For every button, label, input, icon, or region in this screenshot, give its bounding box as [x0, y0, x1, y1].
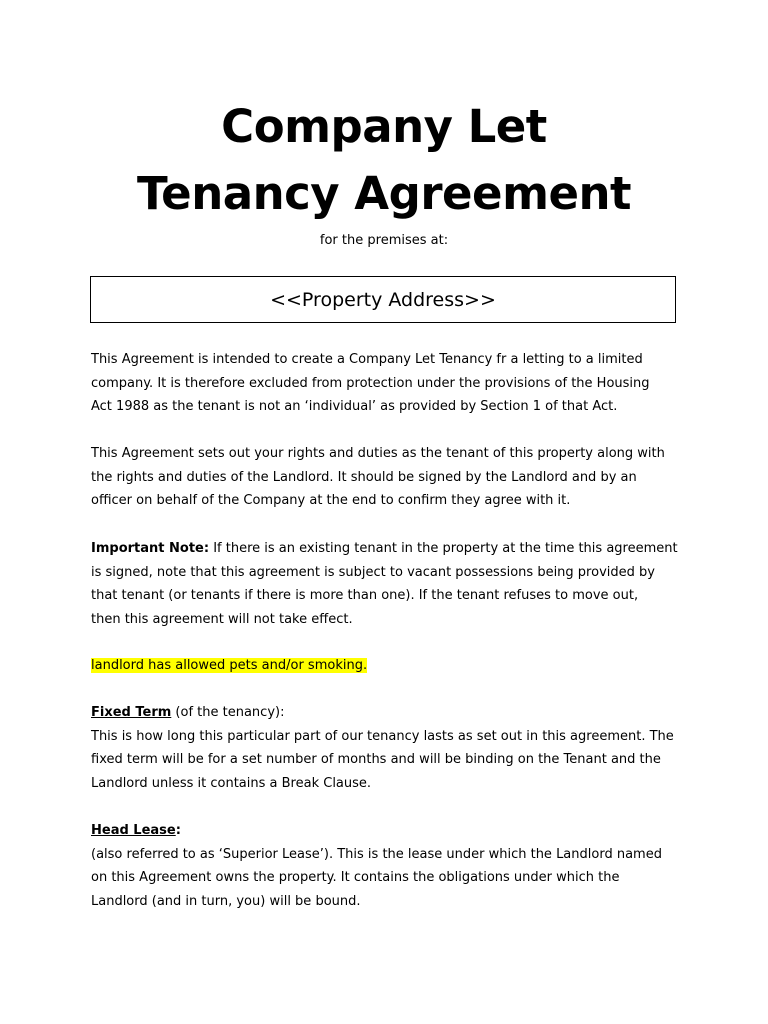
- document-title-line-2: Tenancy Agreement: [136, 167, 632, 220]
- important-note-label: Important Note:: [91, 541, 210, 556]
- document-title-line-1: Company Let: [221, 100, 547, 153]
- fixed-term-heading: Fixed Term: [91, 705, 172, 720]
- head-lease-heading: Head Lease: [91, 823, 176, 838]
- fixed-term-heading-suffix: (of the tenancy):: [171, 705, 285, 720]
- important-note-paragraph: [91, 537, 691, 631]
- head-lease-section: [91, 819, 691, 913]
- head-lease-colon: :: [175, 823, 181, 838]
- highlight-paragraph: [91, 654, 691, 678]
- premises-subtitle: for the premises at:: [319, 233, 449, 248]
- head-lease-text: (also referred to as ‘Superior Lease’). This is the lease under which the Landlord named on this Agreement owns the property. It contains the obligations under which the Landlord (and in turn, you) will be bound.: [91, 846, 662, 909]
- property-address-box: [90, 276, 676, 323]
- intro-paragraph: This Agreement is intended to create a Company Let Tenancy fr a letting to a limited company. It is therefore excluded from protection under the provisions of the Housing Act 1988 as the tenant is not an ‘individual’ as provided by Section 1 of that Act.: [91, 352, 650, 415]
- fixed-term-section: [91, 701, 691, 795]
- property-address-placeholder: <<Property Address>>: [270, 288, 496, 311]
- fixed-term-text: This is how long this particular part of our tenancy lasts as set out in this agreement. The fixed term will be for a set number of months and will be binding on the Tenant and the Landlord unless it contains a Break Clause.: [91, 728, 674, 791]
- pets-smoking-highlight: landlord has allowed pets and/or smoking.: [91, 658, 368, 673]
- rights-paragraph: This Agreement sets out your rights and duties as the tenant of this property along with the rights and duties of the Landlord. It should be signed by the Landlord and by an officer on behalf of the Company at the end to confirm they agree with it.: [91, 446, 665, 509]
- important-note-text: If there is an existing tenant in the property at the time this agreement is signed, note that this agreement is subject to vacant possessions being provided by that tenant (or tenants if there is more than one). If the tenant refuses to move out, then this agreement will not take effect.: [91, 541, 678, 627]
